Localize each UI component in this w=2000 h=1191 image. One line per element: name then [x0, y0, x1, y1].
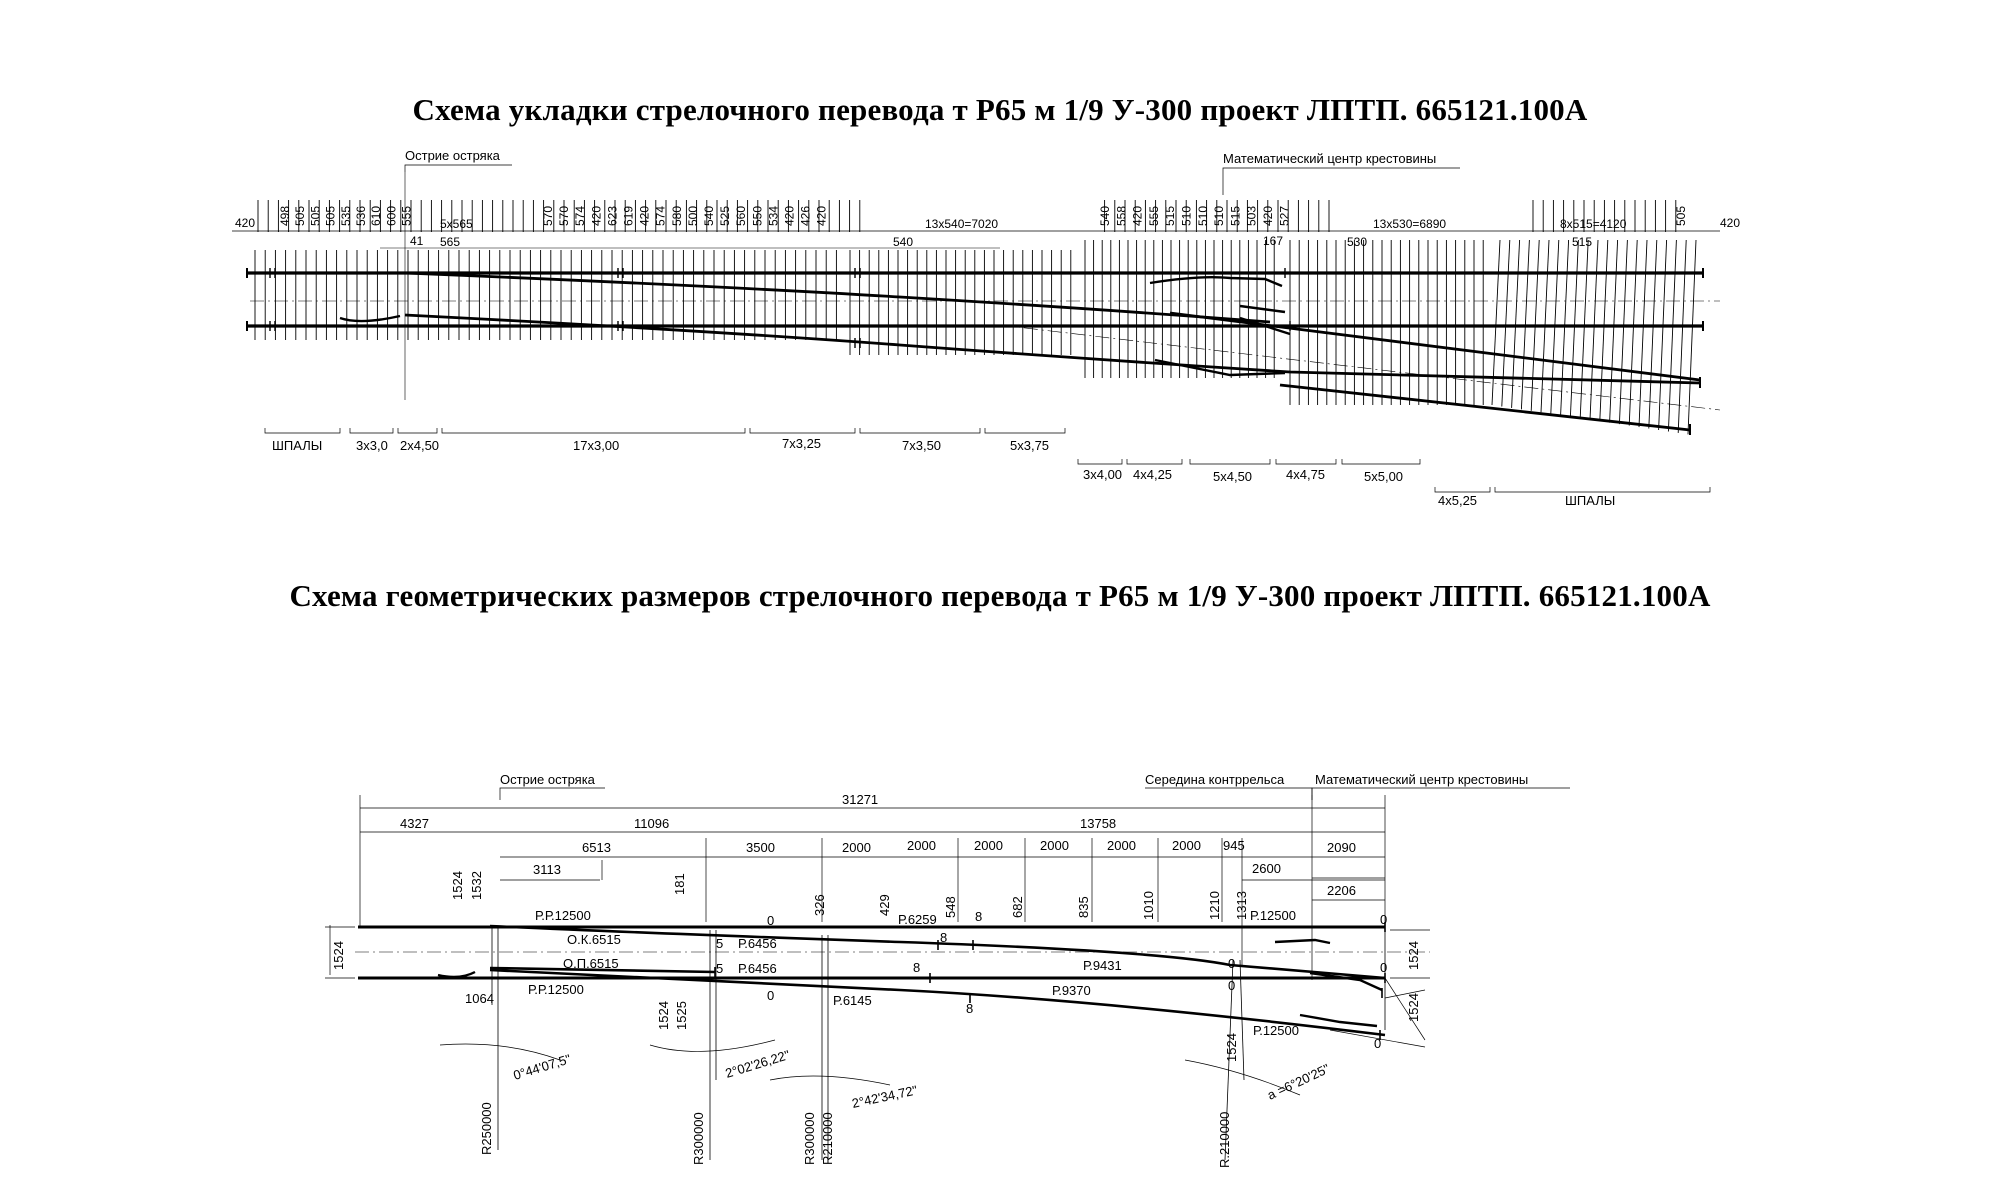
v-1210: 1210	[1207, 891, 1222, 920]
dim-2206: 2206	[1327, 883, 1356, 898]
spacing-label: 420	[1261, 205, 1275, 226]
spacing-label: 610	[369, 205, 384, 226]
v-682: 682	[1010, 896, 1025, 918]
spacing-label: 426	[798, 205, 813, 226]
radius-R210000-a: R210000	[820, 1112, 835, 1165]
sleeper	[1512, 240, 1520, 408]
radius-6259: Р.6259	[898, 912, 937, 927]
spacing-label: 510	[1179, 205, 1194, 226]
sleeper-group-4x425: 4x4,25	[1133, 467, 1173, 482]
spacing-label: 570	[557, 205, 572, 226]
v-1010: 1010	[1141, 891, 1156, 920]
spacing-label: 420	[1130, 205, 1145, 226]
sleeper	[1590, 240, 1598, 420]
group-13x540: 13x540=7020	[925, 217, 999, 231]
zero-7: 0	[1374, 1036, 1382, 1051]
dim-3500: 3500	[746, 840, 775, 855]
dim-565: 565	[440, 235, 461, 249]
geo-check-rail-bottom	[1300, 1015, 1377, 1026]
spacing-label: 505	[308, 205, 323, 226]
spacing-label: 500	[685, 205, 700, 226]
dim-2000-1: 2000	[842, 840, 871, 855]
crossing-center-leader	[1223, 168, 1460, 195]
sleeper-group-brackets	[265, 428, 1710, 492]
spacing-label: 555	[1146, 205, 1161, 226]
sleeper-group-3x400: 3x4,00	[1083, 467, 1123, 482]
check-rail-top	[1150, 277, 1282, 286]
gauge-right-1: 1524	[1406, 941, 1421, 970]
spacing-label: 600	[384, 205, 399, 226]
spacing-label: 510	[1212, 205, 1227, 226]
sleeper	[1649, 240, 1657, 429]
sleeper-group-5x375: 5x3,75	[1010, 438, 1050, 453]
v-1524-a: 1524	[450, 871, 465, 900]
spacing-label: 420	[782, 205, 797, 226]
point-tip-label: Острие остряка	[405, 148, 500, 163]
sleeper	[1610, 240, 1618, 423]
dim-2000-2: 2000	[907, 838, 936, 853]
spacing-label: 580	[669, 205, 684, 226]
dim-2000-4: 2000	[1040, 838, 1069, 853]
dim-total: 31271	[842, 792, 879, 807]
spacing-label: 503	[1244, 205, 1259, 226]
radius-R300000-a: R300000	[691, 1112, 706, 1165]
radius-R300000-b: R300000	[802, 1112, 817, 1165]
sleeper-group-3x30: 3x3,0	[356, 438, 388, 453]
gauge-left: 1524	[331, 941, 346, 970]
dim-6513: 6513	[582, 840, 611, 855]
radius-6456-b: Р.6456	[738, 961, 777, 976]
end-dim-left: 420	[235, 216, 256, 230]
sleeper-group-5x500: 5x5,00	[1364, 469, 1404, 484]
sleeper-group-17x300: 17x3,00	[573, 438, 620, 453]
dim-41: 41	[410, 234, 424, 248]
radius-6145: Р.6145	[833, 993, 872, 1008]
spacing-label: 515	[1163, 205, 1178, 226]
spacing-label: 540	[1098, 205, 1112, 226]
num-8-b: 8	[940, 930, 948, 945]
layout-scheme-labels	[235, 148, 1740, 508]
num-8-d: 8	[966, 1001, 974, 1016]
radius-12500-b: Р.12500	[1253, 1023, 1299, 1038]
dim-13758: 13758	[1080, 816, 1117, 831]
dim-540: 540	[893, 235, 914, 249]
spacing-label: 574	[653, 205, 668, 226]
spacing-label: 550	[750, 205, 765, 226]
spacing-label: 505	[1674, 205, 1688, 226]
radius-R210000-b: R.210000	[1217, 1111, 1232, 1168]
group-13x530: 13x530=6890	[1373, 217, 1447, 231]
gauge-right-2: 1524	[1406, 993, 1421, 1022]
sleeper	[1659, 240, 1667, 430]
group-8x515: 8x515=4120	[1560, 217, 1627, 231]
dim-2000-6: 2000	[1172, 838, 1201, 853]
sleeper	[1619, 240, 1627, 424]
dim-2000-5: 2000	[1107, 838, 1136, 853]
geo-stock-curve	[438, 972, 475, 977]
sleeper-group-7x350: 7x3,50	[902, 438, 942, 453]
switch-blade-straight	[405, 273, 1270, 322]
spacing-label: 420	[589, 205, 604, 226]
geo-point-tip-label: Острие остряка	[500, 772, 595, 787]
frog	[1240, 306, 1290, 334]
num-5-b: 5	[716, 961, 724, 976]
radius-9370: Р.9370	[1052, 983, 1091, 998]
zero-2: 0	[767, 988, 775, 1003]
radius-ok: О.К.6515	[567, 932, 621, 947]
v-835: 835	[1076, 896, 1091, 918]
v-429: 429	[877, 894, 892, 916]
v-326: 326	[812, 894, 827, 916]
spacing-label: 527	[1277, 205, 1292, 226]
num-8-c: 8	[913, 960, 921, 975]
sleeper-group-2x450: 2x4,50	[400, 438, 440, 453]
spacing-label: 558	[1114, 205, 1129, 226]
spacing-label: 525	[718, 205, 733, 226]
v-1064: 1064	[465, 991, 494, 1006]
point-tip-leader	[405, 165, 512, 172]
spacing-label: 623	[605, 205, 620, 226]
group-5x565: 5x565	[440, 217, 473, 231]
spacing-label: 536	[354, 205, 368, 226]
radius-R250000: R250000	[479, 1102, 494, 1155]
zero-1: 0	[767, 913, 775, 928]
sleeper	[1639, 240, 1647, 427]
sleeper	[1678, 240, 1686, 433]
zero-3: 0	[1228, 956, 1236, 971]
dim-167: 167	[1263, 234, 1284, 248]
geo-angle-arcs	[440, 1040, 1300, 1095]
geo-check-rail-top	[1275, 940, 1330, 943]
angle-2: 2°02'26,22"	[723, 1047, 792, 1081]
v-1524-b: 1524	[656, 1001, 671, 1030]
sleeper-group-7x325: 7x3,25	[782, 436, 822, 451]
dim-3113: 3113	[533, 862, 561, 877]
spacing-label: 498	[278, 205, 292, 226]
radius-12500-a: Р.12500	[1250, 908, 1296, 923]
sleepers-label-right: ШПАЛЫ	[1565, 493, 1616, 508]
zero-5: 0	[1380, 912, 1388, 927]
sleeper	[1492, 240, 1500, 405]
dim-515: 515	[1572, 235, 1593, 249]
sleeper-group-4x525: 4x5,25	[1438, 493, 1478, 508]
geometry-dimension-lines	[330, 788, 1570, 980]
dim-2090: 2090	[1327, 840, 1356, 855]
v-1524-c: 1524	[1224, 1033, 1239, 1062]
sleeper	[1688, 240, 1696, 434]
dim-front: 4327	[400, 816, 429, 831]
v-181: 181	[672, 873, 687, 895]
radius-op: О.П.6515	[563, 956, 619, 971]
radius-9431: Р.9431	[1083, 958, 1122, 973]
layout-scheme	[232, 165, 1720, 492]
radius-rr-bottom: Р.Р.12500	[528, 982, 584, 997]
sleeper	[1629, 240, 1637, 426]
dim-11096: 11096	[634, 816, 670, 831]
end-dim-right: 420	[1720, 216, 1741, 230]
spacing-label: 555	[399, 205, 414, 226]
sleeper	[1570, 240, 1578, 417]
geo-radius-lines	[492, 927, 1388, 1160]
v-548: 548	[943, 896, 958, 918]
dim-945: 945	[1223, 838, 1245, 853]
spacing-label: 540	[702, 205, 716, 226]
spacing-label: 420	[637, 205, 652, 226]
dim-2600: 2600	[1252, 861, 1281, 876]
geo-crossing-center-label: Математический центр крестовины	[1315, 772, 1529, 787]
spacing-label: 619	[621, 205, 636, 226]
spacing-label: 420	[814, 205, 829, 226]
sleeper	[1561, 240, 1569, 415]
spacing-label: 505	[293, 205, 308, 226]
sleeper	[1580, 240, 1588, 418]
sleeper-group-5x450: 5x4,50	[1213, 469, 1253, 484]
v-1525: 1525	[674, 1001, 689, 1030]
v-1313: 1313	[1234, 891, 1249, 920]
layout-scheme-title: Схема укладки стрелочного перевода т Р65 м 1/9 У-300 проект ЛПТП. 665121.100А	[412, 92, 1588, 127]
geo-diverging-rail	[490, 970, 1385, 1035]
zero-6: 0	[1380, 960, 1388, 975]
spacing-label: 515	[1228, 205, 1243, 226]
spacing-label: 505	[323, 205, 338, 226]
v-1532: 1532	[469, 871, 484, 900]
sleeper-group-4x475: 4x4,75	[1286, 467, 1326, 482]
num-5-a: 5	[716, 936, 724, 951]
zero-4: 0	[1228, 978, 1236, 993]
spacing-label: 574	[573, 205, 588, 226]
angle-4: а =6°20'25"	[1264, 1060, 1332, 1103]
num-8-a: 8	[975, 909, 983, 924]
sleeper	[1600, 240, 1608, 421]
radius-rr-top: Р.Р.12500	[535, 908, 591, 923]
dim-530: 530	[1347, 235, 1368, 249]
crossing-center-label: Математический центр крестовины	[1223, 151, 1437, 166]
dim-2000-3: 2000	[974, 838, 1003, 853]
sleeper	[1502, 240, 1510, 406]
spacing-label: 560	[734, 205, 749, 226]
angle-1: 0°44'07,5"	[511, 1051, 573, 1083]
spacing-label: 535	[338, 205, 353, 226]
angle-3: 2°42'34,72"	[850, 1082, 919, 1111]
geometry-scheme-title: Схема геометрических размеров стрелочного перевода т Р65 м 1/9 У-300 проект ЛПТП. 665121.100А	[289, 578, 1711, 613]
sleepers-label-left: ШПАЛЫ	[272, 438, 323, 453]
diverging-rail-inner	[1280, 385, 1690, 430]
radius-6456-a: Р.6456	[738, 936, 777, 951]
spacing-label: 510	[1195, 205, 1210, 226]
stock-rail-curve	[340, 316, 400, 321]
sleeper	[1668, 240, 1676, 431]
geo-check-rail-mid-label: Середина контррельса	[1145, 772, 1285, 787]
spacing-label: 534	[766, 205, 781, 226]
spacing-label: 570	[541, 205, 555, 226]
